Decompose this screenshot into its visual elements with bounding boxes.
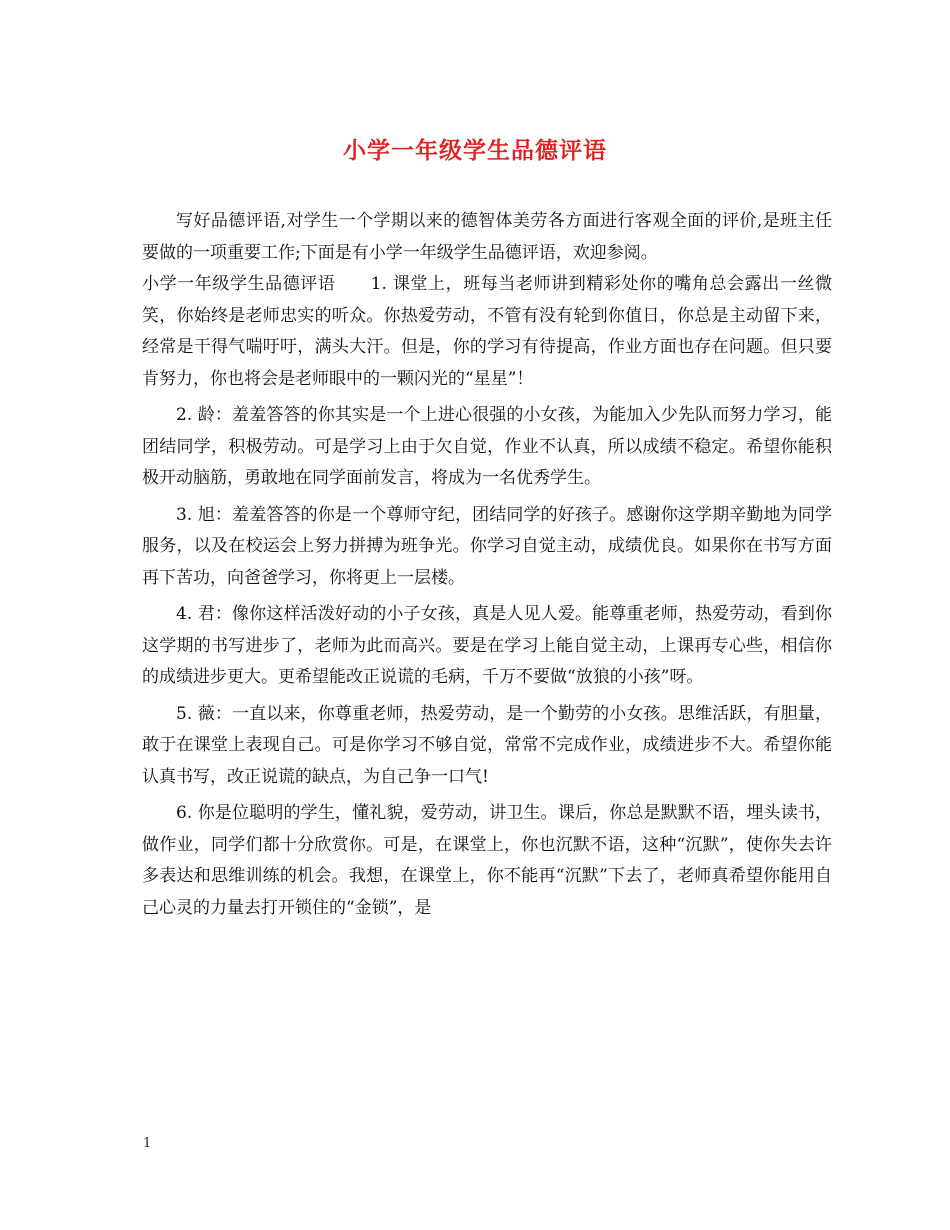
intro-paragraph: 写好品德评语,对学生一个学期以来的德智体美劳各方面进行客观全面的评价,是班主任要做的一项重要工作;下面是有小学一年级学生品德评语，欢迎参阅。 [142,211,832,263]
document-title: 小学一年级学生品德评语 [343,137,607,164]
paragraph-6: 6. 你是位聪明的学生，懂礼貌，爱劳动，讲卫生。课后，你总是默默不语，埋头读书，做作业，同学们都十分欣赏你。可是，在课堂上，你也沉默不语，这种“沉默”，使你失去许多表达和思维训练的机会。我想，在课堂上，你不能再“沉默”下去了，老师真希望你能用自己心灵的力量去打开锁住的“金锁”，是 [142,803,832,918]
paragraph-3: 3. 旭：羞羞答答的你是一个尊师守纪，团结同学的好孩子。感谢你这学期辛勤地为同学服务，以及在校运会上努力拼搏为班争光。你学习自觉主动，成绩优良。如果你在书写方面再下苦功，向爸爸学习，你将更上一层楼。 [142,504,832,588]
paragraph-2: 2. 龄：羞羞答答的你其实是一个上进心很强的小女孩，为能加入少先队而努力学习，能团结同学，积极劳动。可是学习上由于欠自觉，作业不认真，所以成绩不稳定。希望你能积极开动脑筋，勇敢地在同学面前发言，将成为一名优秀学生。 [142,405,832,488]
paragraph-5: 5. 薇：一直以来，你尊重老师，热爱劳动，是一个勤劳的小女孩。思维活跃，有胆量，敢于在课堂上表现自己。可是你学习不够自觉，常常不完成作业，成绩进步不大。希望你能认真书写，改正说谎的缺点，为自己争一口气! [142,703,832,787]
page-number: 1 [143,1136,152,1151]
paragraph-1: 小学一年级学生品德评语 1. 课堂上，班每当老师讲到精彩处你的嘴角总会露出一丝微笑，你始终是老师忠实的听众。你热爱劳动，不管有没有轮到你值日，你总是主动留下来，经常是干得气喘吁吁，满头大汗。但是，你的学习有待提高，作业方面也存在问题。但只要肯努力，你也将会是老师眼中的一颗闪光的“星星”！ [142,274,832,389]
document-body [142,206,832,929]
paragraph-4: 4. 君：像你这样活泼好动的小子女孩，真是人见人爱。能尊重老师，热爱劳动，看到你这学期的书写进步了，老师为此而高兴。要是在学习上能自觉主动，上课再专心些，相信你的成绩进步更大。更希望能改正说谎的毛病，千万不要做“放狼的小孩”呀。 [142,604,832,687]
